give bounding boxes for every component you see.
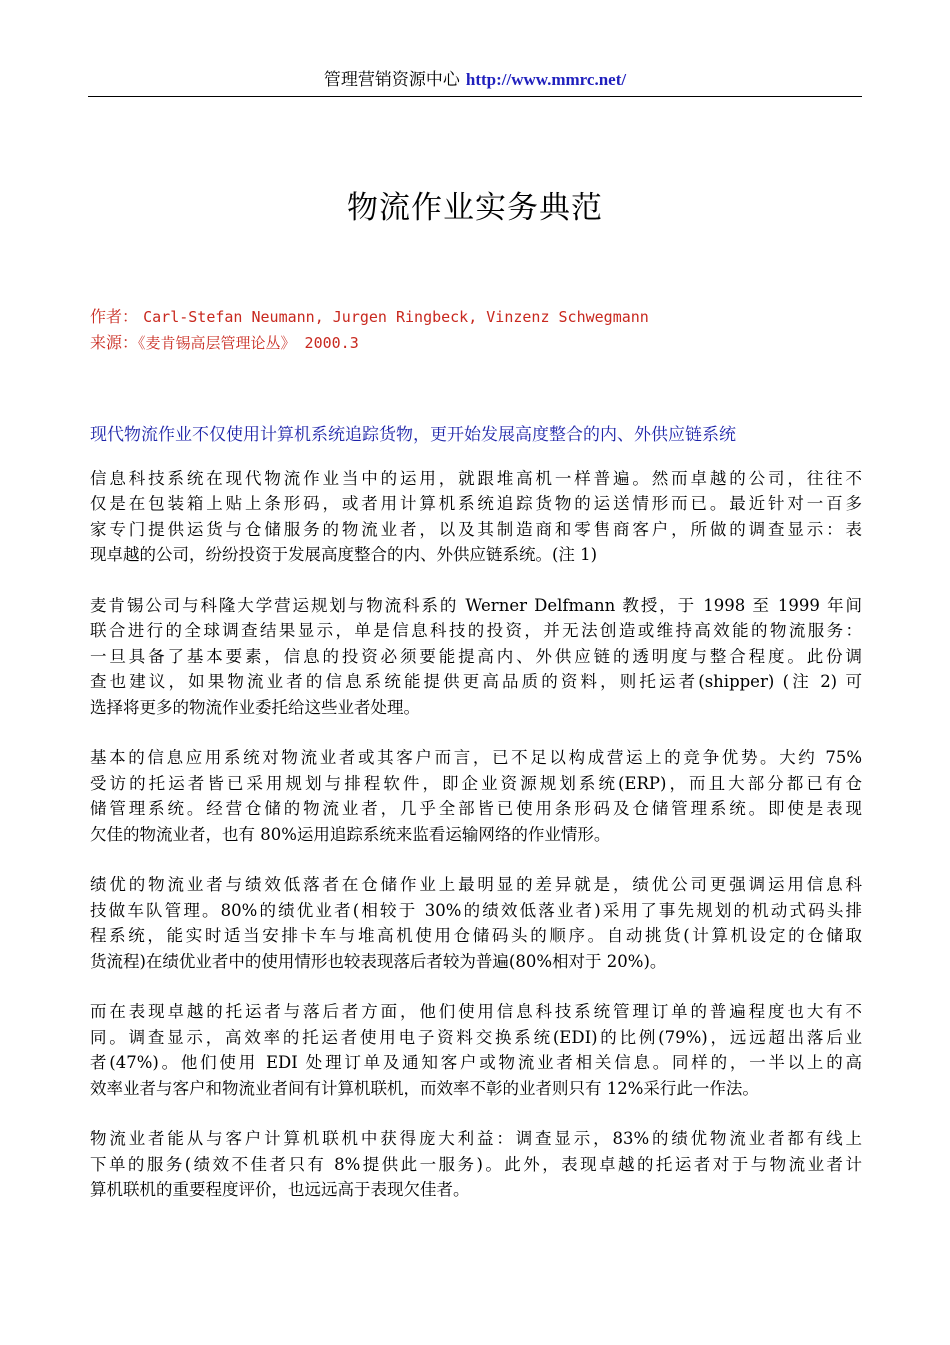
site-url-link[interactable]: http://www.mmrc.net/ (465, 70, 627, 89)
text-line: 欠佳的物流业者，也有 80%运用追踪系统来监看运输网络的作业情形。 (90, 824, 611, 844)
paragraph (90, 872, 862, 974)
paragraph (90, 1126, 862, 1202)
text-line: 仅是在包装箱上贴上条形码，或者用计算机系统追踪货物的运送情形而已。最近针对一百多 (90, 494, 862, 514)
text-line: 选择将更多的物流作业委托给这些业者处理。 (90, 697, 420, 717)
source-value: 《麦肯锡高层管理论丛》 2000.3 (138, 334, 359, 352)
author-label: 作者： (90, 307, 139, 326)
text-line: 联合进行的全球调查结果显示，单是信息科技的投资，并无法创造或维持高效能的物流服务： (90, 621, 862, 641)
site-name: 管理营销资源中心 (323, 70, 460, 90)
page-header (88, 68, 862, 92)
text-line: 一旦具备了基本要素，信息的投资必须要能提高内、外供应链的透明度与整合程度。此份调 (90, 646, 862, 666)
text-line: 同。调查显示，高效率的托运者使用电子资料交换系统(EDI)的比例(79%)，远远超出落后业 (90, 1027, 862, 1047)
text-line: 基本的信息应用系统对物流业者或其客户而言，已不足以构成营运上的竞争优势。大约 75% (90, 748, 862, 768)
text-line: 者(47%)。他们使用 EDI 处理订单及通知客户或物流业者相关信息。同样的，一半以上的高 (90, 1053, 862, 1073)
article-title: 物流作业实务典范 (347, 190, 603, 226)
text-line: 受访的托运者皆已采用规划与排程软件，即企业资源规划系统(ERP)，而且大部分都已有仓 (90, 773, 862, 793)
text-line: 下单的服务(绩效不佳者只有 8%提供此一服务)。此外，表现卓越的托运者对于与物流业者计 (90, 1154, 862, 1174)
paragraph (90, 593, 862, 720)
text-line: 储管理系统。经营仓储的物流业者，几乎全部皆已使用条形码及仓储管理系统。即使是表现 (90, 799, 862, 819)
article-subtitle: 现代物流作业不仅使用计算机系统追踪货物，更开始发展高度整合的内、外供应链系统 (90, 425, 736, 445)
text-line: 程系统，能实时适当安排卡车与堆高机使用仓储码头的顺序。自动挑货(计算机设定的仓储取 (90, 926, 862, 946)
text-line: 算机联机的重要程度评价，也远远高于表现欠佳者。 (90, 1180, 470, 1200)
source-line (90, 330, 862, 356)
paragraph (90, 999, 862, 1101)
author-line (90, 304, 862, 330)
header-divider (88, 96, 862, 97)
text-line: 麦肯锡公司与科隆大学营运规划与物流科系的 Werner Delfmann 教授，于 1998 至 1999 年间 (90, 596, 862, 616)
text-line: 效率业者与客户和物流业者间有计算机联机，而效率不彰的业者则只有 12%采行此一作法。 (90, 1078, 759, 1098)
text-line: 技做车队管理。80%的绩优业者(相较于 30%的绩效低落业者)采用了事先规划的机动式码头排 (90, 900, 862, 920)
text-line: 绩优的物流业者与绩效低落者在仓储作业上最明显的差异就是，绩优公司更强调运用信息科 (90, 875, 862, 895)
text-line: 物流业者能从与客户计算机联机中获得庞大利益：调查显示，83%的绩优物流业者都有线上 (90, 1129, 862, 1149)
text-line: 现卓越的公司，纷纷投资于发展高度整合的内、外供应链系统。(注 1) (90, 545, 598, 565)
article-body (90, 466, 862, 1228)
text-line: 而在表现卓越的托运者与落后者方面，他们使用信息科技系统管理订单的普遍程度也大有不 (90, 1002, 862, 1022)
paragraph (90, 466, 862, 568)
article-meta (90, 304, 862, 356)
paragraph (90, 745, 862, 847)
source-label: 来源： (90, 333, 139, 352)
text-line: 信息科技系统在现代物流作业当中的运用，就跟堆高机一样普遍。然而卓越的公司，往往不 (90, 469, 862, 488)
author-names: Carl-Stefan Neumann, Jurgen Ringbeck, Vinzenz Schwegmann (143, 308, 649, 326)
text-line: 家专门提供运货与仓储服务的物流业者，以及其制造商和零售商客户，所做的调查显示：表 (90, 519, 862, 539)
text-line: 货流程)在绩优业者中的使用情形也较表现落后者较为普遍(80%相对于 20%)。 (90, 951, 667, 971)
text-line: 查也建议，如果物流业者的信息系统能提供更高品质的资料，则托运者(shipper) (注 2) 可 (90, 672, 862, 692)
